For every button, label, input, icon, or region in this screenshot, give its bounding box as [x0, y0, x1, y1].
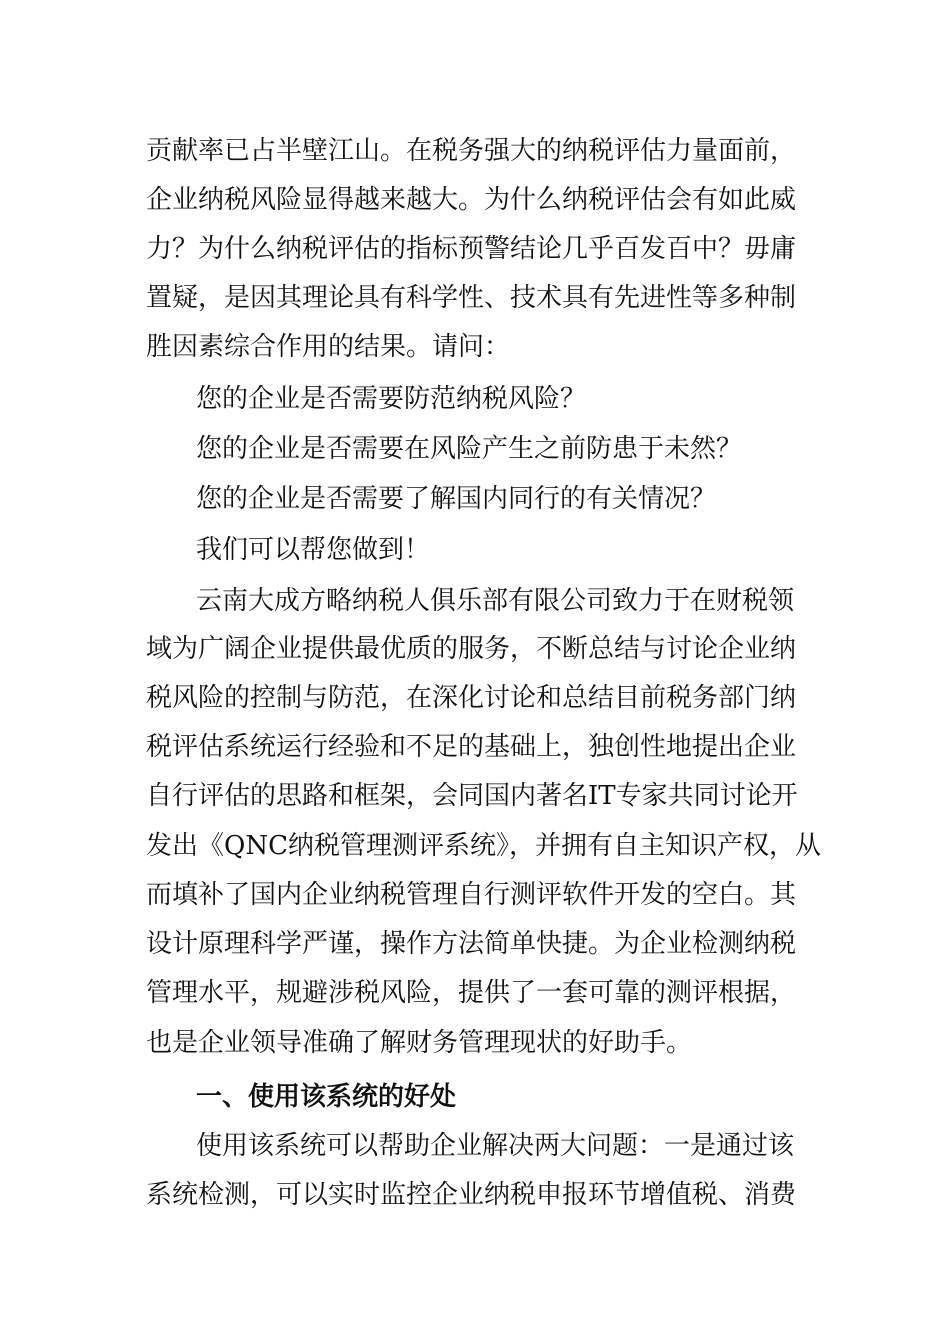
question-line: 您的企业是否需要防范纳税风险？ [196, 384, 587, 414]
paragraph-line: 发出《QNC纳税管理测评系统》，并拥有自主知识产权，从 [146, 831, 821, 861]
paragraph-line: 也是企业领导准确了解财务管理现状的好助手。 [146, 1028, 693, 1058]
paragraph-line: 税评估系统运行经验和不足的基础上，独创性地提出企业 [146, 732, 797, 762]
paragraph-line: 税风险的控制与防范，在深化讨论和总结目前税务部门纳 [146, 683, 797, 713]
paragraph-line: 置疑，是因其理论具有科学性、技术具有先进性等多种制 [146, 283, 797, 313]
statement-line: 我们可以帮您做到！ [196, 535, 431, 565]
paragraph-line: 域为广阔企业提供最优质的服务，不断总结与讨论企业纳 [146, 634, 797, 664]
paragraph-line: 力？为什么纳税评估的指标预警结论几乎百发百中？毋庸 [146, 234, 797, 264]
paragraph-line: 企业纳税风险显得越来越大。为什么纳税评估会有如此威 [146, 185, 797, 215]
paragraph-line: 使用该系统可以帮助企业解决两大问题：一是通过该 [196, 1131, 795, 1161]
paragraph-line: 云南大成方略纳税人俱乐部有限公司致力于在财税领 [196, 586, 795, 616]
section-heading: 一、使用该系统的好处 [196, 1082, 457, 1112]
paragraph-line: 而填补了国内企业纳税管理自行测评软件开发的空白。其 [146, 880, 797, 910]
question-line: 您的企业是否需要了解国内同行的有关情况？ [196, 484, 717, 514]
question-line: 您的企业是否需要在风险产生之前防患于未然？ [196, 434, 743, 464]
paragraph-line: 自行评估的思路和框架，会同国内著名IT专家共同讨论开 [146, 781, 798, 811]
paragraph-line: 贡献率已占半壁江山。在税务强大的纳税评估力量面前， [146, 136, 797, 166]
paragraph-line: 系统检测，可以实时监控企业纳税申报环节增值税、消费 [146, 1180, 797, 1210]
paragraph-line: 管理水平，规避涉税风险，提供了一套可靠的测评根据， [146, 978, 797, 1008]
paragraph-line: 胜因素综合作用的结果。请问： [146, 332, 511, 362]
paragraph-line: 设计原理科学严谨，操作方法简单快捷。为企业检测纳税 [146, 929, 797, 959]
